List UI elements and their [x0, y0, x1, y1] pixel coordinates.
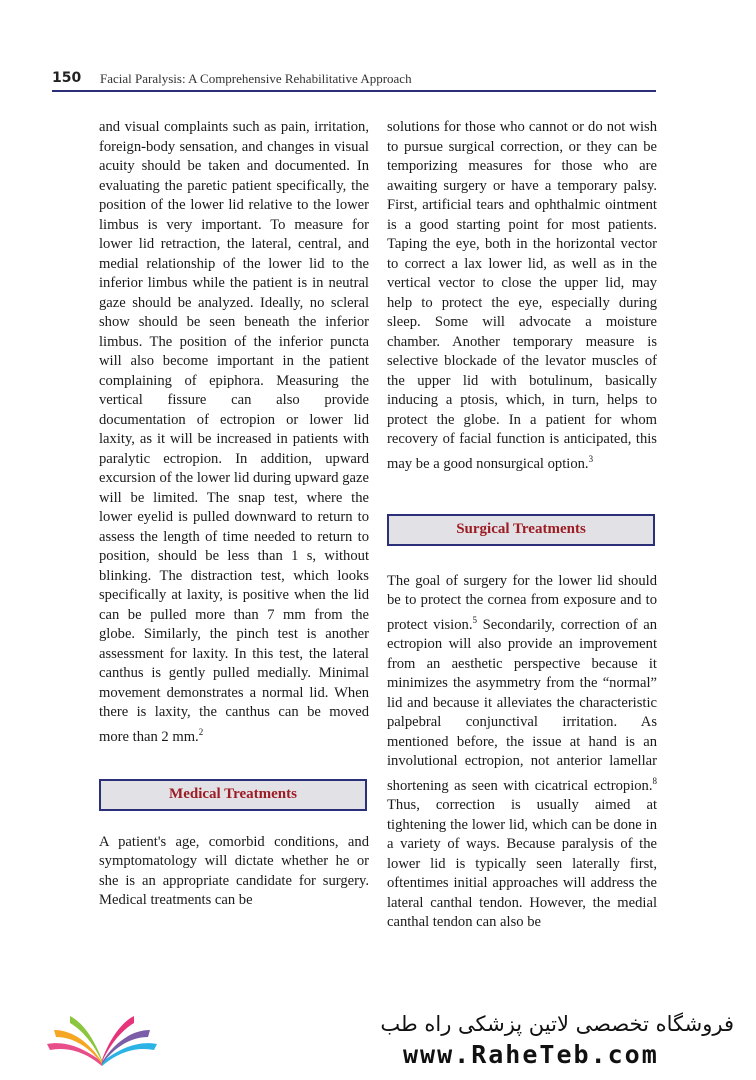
right-paragraph-1: solutions for those who cannot or do not wish to pursue surgical correction, or they can be temporizing measures for those who are awaiting surgery or have a temporary palsy. First, artificial tears and ophthalmic ointment is a good starting point for most patients. Taping the eye, both in the horizontal vector to correct a lax lower lid, as well as in the vertical vector to close the upper lid, may help to protect the eye, especially during sleep. Some will advocate a moisture chamber. Another temporary measure is selective blockade of the levator muscles of the upper lid with botulinum, basically inducing a ptosis, which, in turn, helps to protect the globe. In a patient for whom recovery of facial function is anticipated, this may be a good nonsurgical option.$^3$	[387, 119, 657, 472]
section-heading-surgical: Surgical Treatments	[387, 514, 655, 546]
store-name: فروشگاه تخصصی لاتین پزشکی راه طب	[380, 1012, 734, 1036]
citation: 3	[588, 453, 594, 464]
right-column	[387, 118, 657, 933]
citation: 8	[652, 775, 657, 786]
section-heading-medical: Medical Treatments	[99, 779, 367, 811]
book-logo-icon	[42, 1010, 162, 1070]
right-paragraph-2: The goal of surgery for the lower lid should be to protect the cornea from exposure and to protect vision.$^5$ Secondarily, correction of an ectropion will also provide an improvement from an aesthetic perspective because it minimizes the asymmetry from the “normal” lid and because it alleviates the characteristic palpebral conjunctival irritation. As mentioned before, the issue at hand is an involutional ectropion, not anterior lamellar shortening as seen with cicatrical ectropion.$^8$ Thus, correction is usually aimed at tightening the lower lid, which can be done in a variety of ways. Because paralysis of the lower lid is typically seen laterally first, oftentimes initial approaches will address the lateral canthal tendon. However, the medial canthal tendon can also be	[387, 572, 657, 931]
left-column	[99, 118, 369, 911]
left-paragraph-2: A patient's age, comorbid conditions, and symptomatology will dictate whether he or she is an appropriate candidate for surgery. Medical treatments can be	[99, 833, 369, 909]
store-url[interactable]: www.RaheTeb.com	[403, 1040, 659, 1069]
running-title: Facial Paralysis: A Comprehensive Rehabilitative Approach	[100, 71, 412, 86]
left-paragraph-1: and visual complaints such as pain, irritation, foreign-body sensation, and changes in visual acuity should be taken and documented. In evaluating the paretic patient specifically, the position of the lower lid relative to the lower limbus is very important. To measure for lower lid retraction, the lateral, central, and medial relationship of the lower lid to the inferior limbus while the patient is in neutral gaze should be analyzed. Ideally, no scleral show should be seen beneath the inferior limbus. The position of the inferior puncta will also become important in the patient complaining of epiphora. Measuring the vertical fissure can also provide documentation of ectropion or lower lid laxity, as it will be increased in patients with paralytic ectropion. In addition, upward excursion of the lower lid during upward gaze will be limited. The snap test, where the lower eyelid is pulled downward to return to assess the length of time needed to return to position, should be less than 1 s, without blinking. The distraction test, which looks specifically at laxity, is positive when the lid can be pulled more than 7 mm from the globe. Similarly, the pinch test is another assessment for laxity. In this test, the lateral canthus is gently pulled medially. Minimal movement demonstrates a normal lid. When there is laxity, the canthus can be moved more than 2 mm.$^2$	[99, 119, 369, 745]
page-number: 150	[52, 70, 82, 86]
citation: 2	[198, 726, 204, 737]
header-rule	[52, 90, 656, 92]
citation: 5	[472, 614, 477, 625]
